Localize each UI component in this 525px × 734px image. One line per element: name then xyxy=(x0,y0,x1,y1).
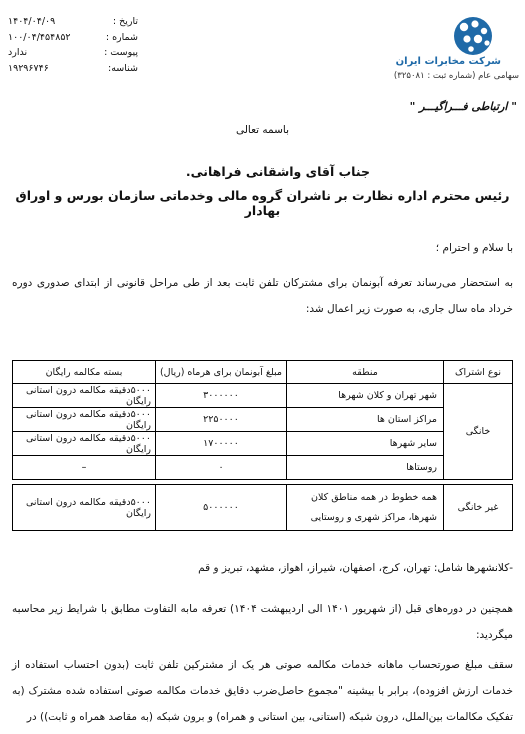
metropolis-note: -کلانشهرها شامل: تهران، کرج، اصفهان، شیراز، اهواز، مشهد، تبریز و قم xyxy=(198,562,513,574)
previous-periods-paragraph: همچنین در دوره‌های قبل (از شهریور ۱۴۰۱ الی اردیبهشت ۱۴۰۴) تعرفه مابه التفاوت مطابق با شرایط زیر محاسبه میگردید: xyxy=(12,603,514,641)
region-cell: مراکز استان ها xyxy=(287,408,444,432)
id-value: ۱۹۲۹۶۷۴۶ xyxy=(8,62,49,74)
date-value: ۱۴۰۴/۰۴/۰۹ xyxy=(8,16,56,27)
slogan: " ارتباطی فـــراگیـــر " xyxy=(409,100,517,113)
header-region: منطقه xyxy=(287,361,444,384)
addressee-name: جناب آقای واشقانی فراهانی. xyxy=(185,164,370,179)
bismillah: باسمه تعالی xyxy=(235,124,290,136)
table-row xyxy=(13,432,513,456)
intro-paragraph: به استحضار می‌رساند تعرفه آبونمان برای مشترکان تلفن ثابت بعد از طی مراحل قانونی از ابتدای صدوری دوره خرداد ماه سال جاری، به صورت زیر اعمال شد: xyxy=(12,277,513,315)
table-row xyxy=(13,485,513,531)
addressee-title: رئیس محترم اداره نظارت بر ناشران گروه مالی وخدماتی سازمان بورس و اوراق بهادار xyxy=(15,188,510,218)
table-row xyxy=(13,384,513,408)
tariff-table xyxy=(12,360,513,531)
date-row xyxy=(8,14,138,30)
greeting: با سلام و احترام ؛ xyxy=(435,242,513,254)
id-label: شناسه: xyxy=(108,62,138,74)
org-name: شرکت مخابرات ایران xyxy=(395,56,501,67)
package-cell: ۵۰۰۰دقیقه مکالمه درون استانی رایگان xyxy=(13,485,156,531)
date-label: تاریخ : xyxy=(112,16,138,27)
letter-metadata xyxy=(8,14,138,76)
number-label: شماره : xyxy=(105,31,138,43)
region-cell: همه خطوط در همه مناطق کلان شهرها، مراکز شهری و روستایی xyxy=(287,485,444,531)
id-row xyxy=(8,61,138,77)
package-cell: – xyxy=(13,456,156,480)
fee-cell: ۱۷۰۰۰۰۰ xyxy=(156,432,287,456)
billing-cap-paragraph: سقف مبلغ صورتحساب ماهانه خدمات مکالمه صوتی هر یک از مشترکین تلفن ثابت (بدون احتساب استفاده از خدمات ارزش افزوده)، برابر با بیشینه "مجموع حاصل‌ضرب دقایق خدمات مکالمه صوتی استفاده شده مشترک (به تفکیک مکالمات بین‌الملل، درون شبکه (استانی، بین استانی و همراه) و برون شبکه (به مقاصد همراه و ثابت)) در xyxy=(12,659,513,723)
fee-cell: ۲۲۵۰۰۰۰ xyxy=(156,408,287,432)
package-cell: ۵۰۰۰دقیقه مکالمه درون استانی رایگان xyxy=(13,408,156,432)
fee-cell: ۰ xyxy=(156,456,287,480)
header-type: نوع اشتراک xyxy=(444,361,513,384)
attachment-label: پیوست : xyxy=(104,47,138,58)
header-package: بسته مکالمه رایگان xyxy=(13,361,156,384)
header-fee: مبلغ آبونمان برای هرماه (ریال) xyxy=(156,361,287,384)
region-cell: روستاها xyxy=(287,456,444,480)
table-row xyxy=(13,456,513,480)
org-registration: سهامی عام (شماره ثبت : ۳۲۵۰۸۱) xyxy=(393,71,519,81)
package-cell: ۵۰۰۰دقیقه مکالمه درون استانی رایگان xyxy=(13,384,156,408)
attachment-value: ندارد xyxy=(8,47,28,58)
region-cell: سایر شهرها xyxy=(287,432,444,456)
number-value: ۱۰۰/۰۴/۴۵۴۸۵۲ xyxy=(8,31,71,43)
table-row xyxy=(13,408,513,432)
attachment-row xyxy=(8,45,138,61)
package-cell: ۵۰۰۰دقیقه مکالمه درون استانی رایگان xyxy=(13,432,156,456)
number-row xyxy=(8,30,138,46)
fee-cell: ۵۰۰۰۰۰۰ xyxy=(156,485,287,531)
fee-cell: ۳۰۰۰۰۰۰ xyxy=(156,384,287,408)
type-residential: خانگی xyxy=(444,384,513,480)
region-cell: شهر تهران و کلان شهرها xyxy=(287,384,444,408)
table-header-row xyxy=(13,361,513,384)
type-non-residential: غیر خانگی xyxy=(444,485,513,531)
